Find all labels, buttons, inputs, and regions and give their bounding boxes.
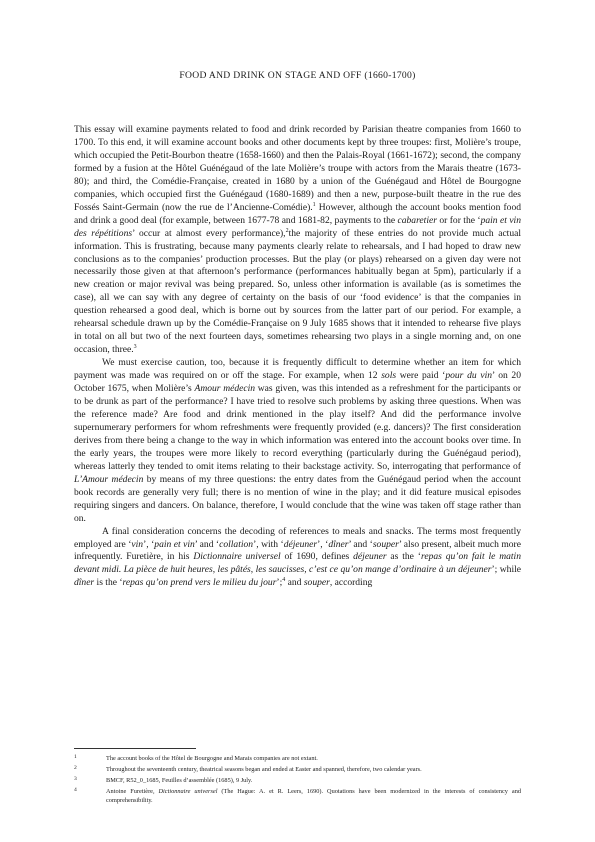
- article-title: FOOD AND DRINK ON STAGE AND OFF (1660-1700): [179, 70, 416, 81]
- footnote-ref: 2: [285, 227, 289, 234]
- footnote: [74, 788, 521, 805]
- text-run: ’ on 20 October 1675, when Molière’s: [74, 370, 521, 395]
- italic-text: repas qu’on fait le matin devant midi. La pièce de huit heures, les pâtés, les saucisses, c’est ce qu’on mange d’ordinaire à un déjeuner: [74, 551, 521, 576]
- text-run: ’;: [276, 577, 283, 589]
- body-paragraph: [74, 357, 521, 525]
- text-run: ’ also present, albeit much more infrequently. Furetière, in his: [74, 538, 521, 563]
- text-run: the majority of these entries do not provide much actual information. This is frustrating, because many payments clearly relate to rehearsals, and I had hoped to draw new conclusions as to the companies’ production processes. But the play (or plays) rehearsed on a given day were not necessarily those given at that afternoon’s performance (performances habitually began at 5pm), particularly if a new creation or major revival was being prepared. So, unless other information is available (as is sometimes the case), all we can say with any degree of certainty on the basis of our ‘food evidence’ is that the companies in question rehearsed a good deal, which is borne out by sources from the latter part of our period. For example, a rehearsal schedule drawn up by the Comédie-Française on 9 July 1685 shows that it intended to rehearse five plays in total on all but two of the next fourteen days, sometimes rehearsing two plays in a single morning and, on one occasion, three.: [74, 227, 521, 356]
- italic-text: souper: [303, 577, 330, 589]
- italic-text: Dictionnaire universel: [158, 788, 218, 796]
- body-paragraph: [74, 526, 521, 591]
- footnote: [74, 777, 521, 786]
- text-run: ’ and ‘: [348, 538, 373, 550]
- text-run: and: [285, 577, 304, 589]
- text-run: Antoine Furetière,: [106, 788, 159, 796]
- text-run: ’ and ‘: [194, 538, 220, 550]
- italic-text: collation: [219, 538, 254, 550]
- italic-text: déjeuner: [283, 538, 318, 550]
- text-run: ’, ‘: [143, 538, 155, 550]
- text-run: ’, with ‘: [253, 538, 284, 550]
- text-run: was given, was this intended as a refreshment for the participants or to be drunk as part of the performance? I have tried to resolve such problems by asking three questions. When was the reference made? Are food and drink mentioned in the play itself? And did the performance involve supernumerary performers for whom refreshments were frequently provided (e.g. dancers)? The first consideration derives from there being a change to the way in which information was entered into the account books over time. In the early years, the troupes were more likely to record everything (particularly during the Guénégaud period), whereas latterly they tended to omit items relating to their backstage activity. So, interrogating that performance of: [74, 383, 521, 472]
- text-run: of 1690, defines: [280, 551, 354, 563]
- text-run: The account books of the Hôtel de Bourgogne and Marais companies are not extant.: [106, 755, 318, 762]
- italic-text: vin: [131, 538, 144, 550]
- text-run: This essay will examine payments related to food and drink recorded by Parisian theatre companies from 1660 to 1700. To this end, it will examine account books and other documents kept by three troupes: first, Molière’s troupe, which occupied the Petit-Bourbon theatre (1658-1660) and then the Palais-Royal (1661-1672); second, the company formed by a fusion at the Hôtel Guénégaud of the late Molière’s troupe with actors from the Marais theatre (1673-80); and third, the Comédie-Française, created in 1680 by a union of the Guénégaud and Hôtel de Bourgogne companies, which occupied first the Guénégaud (1680-1689) and then a new, purpose-built theatre in the rue des Fossés Saint-Germain (now the rue de l’Ancienne-Comédie).: [74, 124, 521, 213]
- italic-text: souper: [372, 538, 399, 550]
- footnote: [74, 766, 521, 775]
- footnote-ref: 3: [133, 344, 137, 351]
- text-run: were paid ‘: [396, 370, 446, 382]
- body-text: [74, 124, 521, 590]
- text-run: A final consideration concerns the decoding of references to meals and snacks. The terms most frequently employed are ‘: [74, 525, 521, 550]
- text-run: Throughout the seventeenth century, theatrical seasons began and ended at Easter and spanned, therefore, two calendar years.: [106, 766, 422, 774]
- footnote-number: 1: [74, 754, 77, 760]
- italic-text: dîner: [328, 538, 349, 550]
- text-run: or for the ‘: [436, 214, 481, 226]
- footnote-number: 4: [74, 787, 77, 794]
- footnote-number: 2: [74, 765, 77, 772]
- text-run: ’; while: [491, 564, 521, 576]
- italic-text: L’Amour médecin: [74, 473, 144, 485]
- italic-text: pain et vin: [154, 538, 195, 550]
- italic-text: pain et vin des répétitions: [74, 214, 521, 239]
- text-run: as the ‘: [386, 551, 421, 563]
- text-run: by means of my three questions: the entry dates from the Guénégaud period when the account book records are generally very full; there is no mention of wine in the play; and it did feature musical episodes requiring singers and dancers. On balance, therefore, I would conclude that the wine was taken off stage rather than on.: [74, 473, 521, 524]
- footnote-ref: 4: [282, 577, 286, 584]
- text-run: BMCF, R52_0_1685, Feuilles d’assemblée (1685), 9 July.: [106, 777, 253, 785]
- text-run: However, although the account books mention food and drink a good deal (for example, between 1677-78 and 1681-82, payments to the: [74, 201, 521, 226]
- text-run: is the ‘: [94, 577, 123, 589]
- italic-text: sols: [381, 370, 397, 382]
- italic-text: Amour médecin: [194, 383, 256, 395]
- text-run: ’, ‘: [317, 538, 329, 550]
- italic-text: cabaretier: [397, 214, 437, 226]
- italic-text: repas qu’on prend vers le milieu du jour: [122, 577, 277, 589]
- text-run: , according: [329, 577, 373, 589]
- footnote-separator: [74, 748, 196, 749]
- footnotes: [74, 755, 521, 808]
- footnote-number: 3: [74, 776, 77, 783]
- text-run: We must exercise caution, too, because it is frequently difficult to determine whether an item for which payment was made was required on or off the stage. For example, when 12: [74, 357, 521, 382]
- italic-text: pour du vin: [445, 370, 493, 382]
- footnote: [74, 755, 521, 764]
- italic-text: Dictionnaire universel: [193, 551, 281, 563]
- text-run: ’ occur at almost every performance),: [132, 227, 286, 239]
- italic-text: dîner: [74, 577, 95, 589]
- footnote-ref: 1: [312, 201, 316, 208]
- text-run: (The Hague: A. et R. Leers, 1690). Quotations have been modernized in the interests of consistency and comprehensibility.: [106, 788, 521, 804]
- body-paragraph: [74, 124, 521, 357]
- italic-text: déjeuner: [353, 551, 387, 563]
